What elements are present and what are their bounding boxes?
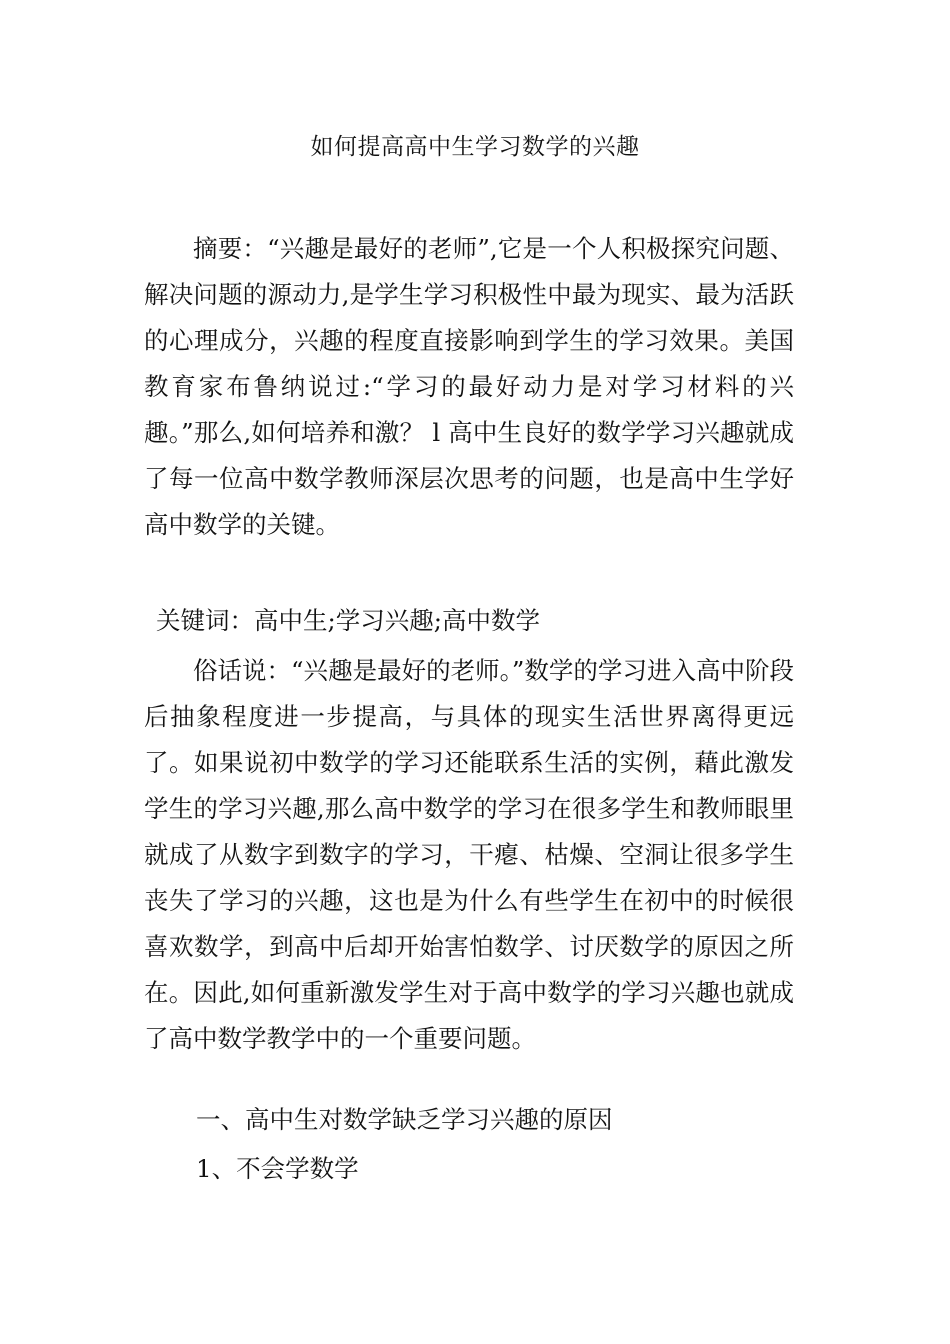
subsection-heading: 1、不会学数学: [196, 1154, 359, 1183]
section-heading: 一、高中生对数学缺乏学习兴趣的原因: [196, 1105, 613, 1134]
document-title: 如何提高高中生学习数学的兴趣: [310, 134, 640, 160]
body-paragraph: 俗话说：“兴趣是最好的老师。”数学的学习进入高中阶段后抽象程度进一步提高，与具体的现实生活世界离得更远了。如果说初中数学的学习还能联系生活的实例，藉此激发学生的学习兴趣,那么高中数学的学习在很多学生和教师眼里就成了从数字到数字的学习，干瘪、枯燥、空洞让很多学生丧失了学习的兴趣，这也是为什么有些学生在初中的时候很喜欢数学，到高中后却开始害怕数学、讨厌数学的原因之所在。因此,如何重新激发学生对于高中数学的学习兴趣也就成了高中数学教学中的一个重要问题。: [144, 656, 794, 1053]
abstract-paragraph: 摘要：“兴趣是最好的老师”,它是一个人积极探究问题、解决问题的源动力,是学生学习积极性中最为现实、最为活跃的心理成分，兴趣的程度直接影响到学生的学习效果。美国教育家布鲁纳说过:“学习的最好动力是对学习材料的兴趣。”那么,如何培养和激？ l 高中生良好的数学学习兴趣就成了每一位高中数学教师深层次思考的问题，也是高中生学好高中数学的关键。: [144, 234, 794, 539]
keywords-line: 关键词：高中生;学习兴趣;高中数学: [156, 606, 541, 635]
